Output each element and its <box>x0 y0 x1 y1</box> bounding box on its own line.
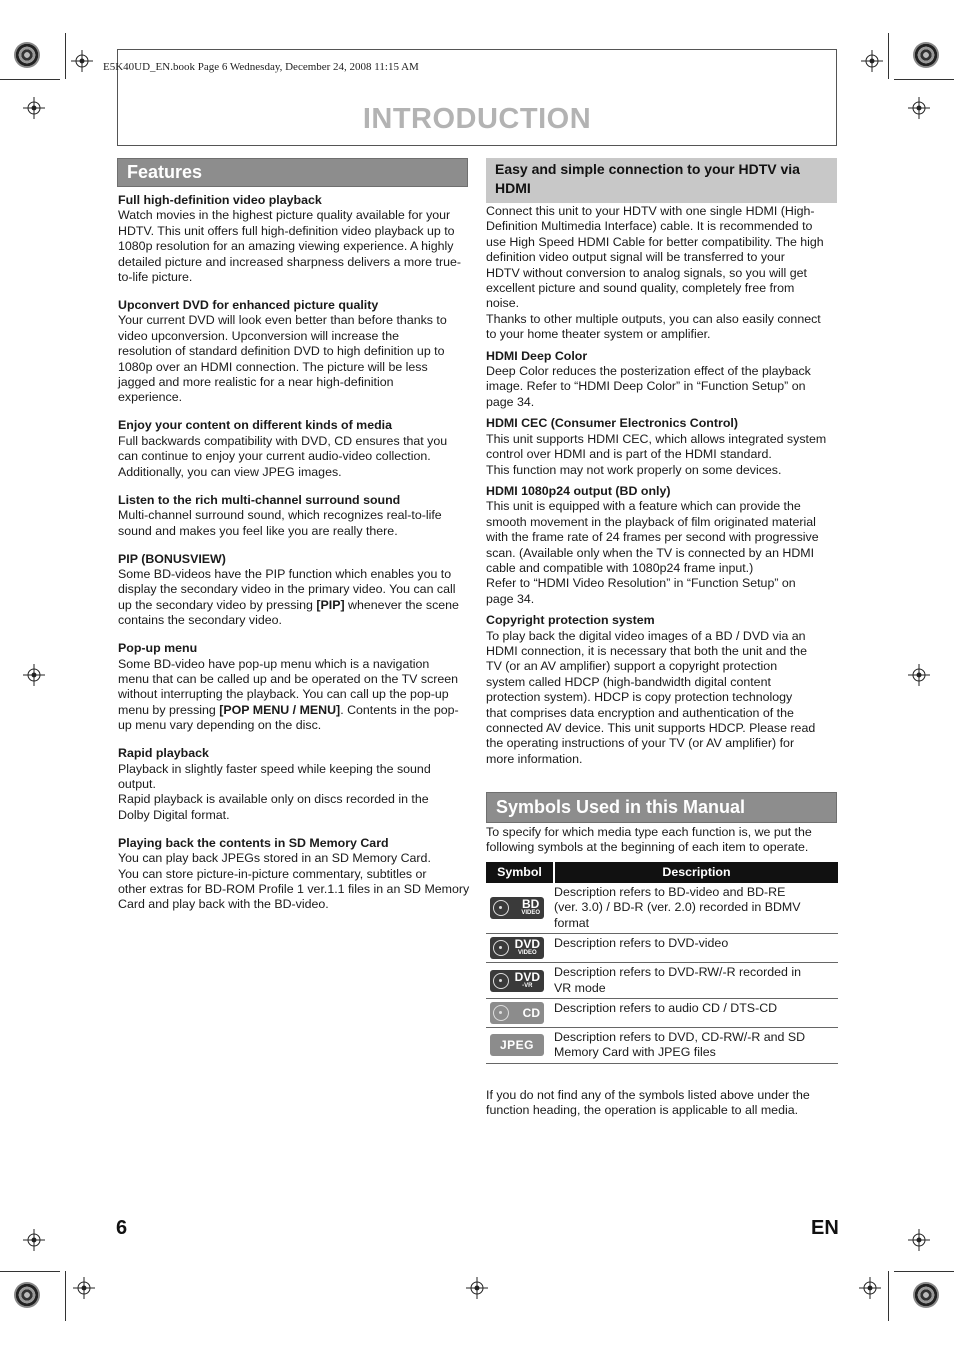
feature-text-line: scan. (Available only when the TV is connected by an HDMI <box>486 545 815 560</box>
button-reference: [PIP] <box>316 597 345 612</box>
table-row <box>486 934 838 963</box>
feature-text-span: menu by pressing <box>118 702 220 717</box>
feature-item <box>486 416 838 478</box>
badge-label: BD <box>521 897 540 912</box>
feature-item <box>486 349 838 411</box>
hdmi-intro-line: definition video output signal will be transferred to your <box>486 250 785 265</box>
description-cell <box>554 934 838 963</box>
table-row <box>486 963 838 999</box>
feature-text-line: HDTV. This unit offers full high-definition video playback up to <box>118 223 455 238</box>
feature-text-line: without interrupting the playback. You can call up the pop-up <box>118 687 449 702</box>
feature-text-line: Multi-channel surround sound, which recognizes real-to-life <box>118 508 442 523</box>
badge-sublabel: VIDEO <box>517 950 537 957</box>
description-cell <box>554 1028 838 1064</box>
crosshair-icon <box>73 1277 95 1299</box>
crosshair-icon <box>23 664 45 686</box>
feature-item <box>118 746 470 823</box>
feature-item <box>486 484 838 607</box>
feature-text-line: protection system). HDCP is copy protection technology <box>486 690 793 705</box>
feature-text-line: Some BD-video have pop-up menu which is a navigation <box>118 656 430 671</box>
table-row <box>486 999 838 1028</box>
disc-icon <box>493 940 509 956</box>
feature-text-line <box>118 598 470 613</box>
feature-text-line: with the frame rate of 24 frames per second with progressive <box>486 530 819 545</box>
registration-ball-icon <box>14 42 40 68</box>
description-column-header: Description <box>554 862 838 883</box>
hdmi-intro-line: Connect this unit to your HDTV with one single HDMI (High- <box>486 204 815 218</box>
features-heading <box>117 158 468 187</box>
disc-icon <box>493 973 509 989</box>
crosshair-icon <box>466 1277 488 1299</box>
feature-item <box>486 613 838 767</box>
chapter-title: INTRODUCTION <box>362 103 592 135</box>
description-cell <box>554 883 838 934</box>
feature-item <box>118 836 470 913</box>
feature-item <box>118 193 470 285</box>
feature-text-line: 1080p over an HDMI connection. The picture will be less <box>118 359 428 374</box>
jpeg-icon <box>490 1034 544 1056</box>
crosshair-icon <box>908 1229 930 1251</box>
feature-text-line: Watch movies in the highest picture quality available for your <box>118 208 451 223</box>
feature-text-line: This unit is equipped with a feature which can provide the <box>486 499 801 514</box>
badge-label: JPEG <box>499 1037 534 1052</box>
registration-ball-icon <box>913 1282 939 1308</box>
description-cell <box>554 963 838 999</box>
hdmi-features <box>486 349 838 768</box>
symbol-cell <box>486 883 554 934</box>
feature-text-line: connected AV device. This unit supports HDCP. Please read <box>486 721 816 735</box>
badge-sublabel: VIDEO <box>521 910 540 917</box>
feature-text-line: Rapid playback is available only on discs recorded in the <box>118 792 429 807</box>
feature-text-line: You can store picture-in-picture commentary, subtitles or <box>118 866 427 881</box>
badge-label: DVD <box>514 969 540 984</box>
feature-text-line: Card and play back with the BD-video. <box>118 897 329 912</box>
page-number: 6 <box>116 1217 128 1239</box>
feature-text-span: up the secondary video by pressing <box>118 597 317 612</box>
hdmi-intro-line: HDTV without conversion to analog signals, so you will get <box>486 265 807 280</box>
feature-text-line: To play back the digital video images of a BD / DVD via an <box>486 628 806 643</box>
description-line: format <box>554 915 590 930</box>
symbol-cell <box>486 934 554 963</box>
description-line: Memory Card with JPEG files <box>554 1045 716 1060</box>
feature-text-line: HDMI connection, it is necessary that both the unit and the <box>486 643 807 658</box>
feature-text-line: video upconversion. Upconversion will increase the <box>118 328 400 343</box>
hdmi-intro <box>486 204 838 343</box>
badge-text <box>521 899 540 917</box>
feature-item <box>118 552 470 629</box>
symbols-intro-line: To specify for which media type each function is, we put the <box>486 825 812 839</box>
bd-video-icon <box>490 897 544 919</box>
feature-text-line: control over HDMI and is part of the HDMI standard. <box>486 447 772 462</box>
description-line: Description refers to audio CD / DTS-CD <box>554 1001 778 1016</box>
symbols-table <box>486 862 838 1064</box>
symbols-footer-note <box>486 1088 838 1119</box>
feature-text-line: smooth movement in the playback of film originated material <box>486 514 816 529</box>
hdmi-content <box>486 204 838 773</box>
hdmi-intro-line: Thanks to other multiple outputs, you can also easily connect <box>486 311 821 326</box>
feature-heading: Pop-up menu <box>118 641 198 656</box>
feature-text-line: experience. <box>118 390 183 405</box>
feature-text-line: page 34. <box>486 394 535 409</box>
feature-text-line: Full backwards compatibility with DVD, CD ensures that you <box>118 433 448 448</box>
feature-text-line: sound and makes you feel like you are really there. <box>118 523 398 538</box>
feature-text-line: to-life picture. <box>118 270 193 285</box>
feature-text-line: resolution of standard definition DVD to high definition up to <box>118 344 445 359</box>
feature-text-line: This unit supports HDMI CEC, which allows integrated system <box>486 431 827 446</box>
description-line: Description refers to DVD-RW/-R recorded in <box>554 965 801 980</box>
feature-text-line: jagged and more realistic for a near high-definition <box>118 375 394 390</box>
book-info-line: E5K40UD_EN.book Page 6 Wednesday, December 24, 2008 11:15 AM <box>103 61 419 73</box>
dvd-video-icon <box>490 937 544 959</box>
feature-item <box>118 418 470 480</box>
disc-icon <box>493 900 509 916</box>
feature-text-line <box>118 703 470 718</box>
feature-text-line: system called HDCP (high-bandwidth digital content <box>486 674 771 689</box>
feature-text-line: Deep Color reduces the posterization effect of the playback <box>486 364 811 379</box>
feature-heading: Full high-definition video playback <box>118 193 322 207</box>
table-row <box>486 1028 838 1064</box>
feature-text-line: other extras for BD-ROM Profile 1 ver.1.1 files in an SD Memory <box>118 882 470 896</box>
feature-text-line: detailed picture and increased sharpness delivers a more true- <box>118 254 461 269</box>
feature-text-span: whenever the scene <box>344 597 459 612</box>
feature-text-line: This function may not work properly on some devices. <box>486 462 782 477</box>
crosshair-icon <box>861 50 883 72</box>
feature-text-line: image. Refer to “HDMI Deep Color” in “Function Setup” on <box>486 379 806 394</box>
symbols-table-header <box>486 862 838 883</box>
hdmi-heading <box>486 158 837 203</box>
hdmi-title-line: Easy and simple connection to your HDTV via <box>495 161 800 177</box>
feature-text-line: output. <box>118 776 156 791</box>
crosshair-icon <box>908 664 930 686</box>
symbols-intro-line: following symbols at the beginning of each item to operate. <box>486 840 809 855</box>
feature-text-line: page 34. <box>486 591 535 606</box>
features-list <box>118 193 470 925</box>
hdmi-intro-line: Definition Multimedia Interface) cable. It is recommended to <box>486 219 813 234</box>
description-line: VR mode <box>554 980 606 995</box>
badge-label: CD <box>522 1005 540 1020</box>
symbol-cell <box>486 963 554 999</box>
symbols-heading <box>486 792 837 823</box>
feature-text-line: Refer to “HDMI Video Resolution” in “Function Setup” on <box>486 576 796 591</box>
feature-heading: Upconvert DVD for enhanced picture quality <box>118 298 379 313</box>
crosshair-icon <box>23 1229 45 1251</box>
feature-heading: HDMI CEC (Consumer Electronics Control) <box>486 416 738 431</box>
disc-icon <box>493 1005 509 1021</box>
hdmi-intro-line: excellent picture and sound quality, completely free from <box>486 281 795 296</box>
feature-text-line: contains the secondary video. <box>118 613 282 628</box>
features-title: Features <box>127 162 203 182</box>
feature-text-line: Some BD-videos have the PIP function which enables you to <box>118 566 452 581</box>
cd-icon <box>490 1002 544 1024</box>
description-line: Description refers to DVD-video <box>554 936 729 951</box>
feature-text-line: cable and compatible with 1080p24 frame input.) <box>486 560 754 575</box>
badge-label: DVD <box>514 937 540 952</box>
badge-text <box>515 939 540 957</box>
feature-heading: Rapid playback <box>118 746 209 761</box>
feature-heading: HDMI Deep Color <box>486 348 588 363</box>
crosshair-icon <box>71 50 93 72</box>
feature-heading: Copyright protection system <box>486 613 655 628</box>
feature-text-line: display the secondary video in the primary video. You can call <box>118 582 456 597</box>
feature-text-line: Additionally, you can view JPEG images. <box>118 464 342 479</box>
feature-heading: Listen to the rich multi-channel surround sound <box>118 492 401 507</box>
feature-item <box>118 493 470 539</box>
feature-text-span: . Contents in the pop- <box>340 702 459 717</box>
feature-text-line: Your current DVD will look even better than before thanks to <box>118 313 447 328</box>
hdmi-intro-line: use High Speed HDMI Cable for better compatibility. The high <box>486 234 824 249</box>
symbols-footer-line: If you do not find any of the symbols listed above under the <box>486 1088 810 1102</box>
symbol-cell <box>486 1028 554 1064</box>
symbol-cell <box>486 999 554 1028</box>
description-line: Description refers to DVD, CD-RW/-R and SD <box>554 1030 806 1045</box>
feature-heading: PIP (BONUSVIEW) <box>118 551 226 566</box>
feature-text-line: up menu vary depending on the disc. <box>118 718 322 733</box>
feature-text-line: Dolby Digital format. <box>118 807 230 822</box>
symbols-footer-line: function heading, the operation is applicable to all media. <box>486 1103 799 1118</box>
feature-text-line: the operating instructions of your TV (or AV amplifier) for <box>486 736 795 751</box>
description-line: Description refers to BD-video and BD-RE <box>554 885 786 899</box>
button-reference: [POP MENU / MENU] <box>219 702 341 717</box>
dvd-vr-icon <box>490 970 544 992</box>
feature-text-line: can continue to enjoy your current audio-video collection. <box>118 449 431 464</box>
feature-heading: Enjoy your content on different kinds of media <box>118 418 392 433</box>
feature-text-line: You can play back JPEGs stored in an SD Memory Card. <box>118 851 431 866</box>
description-line: (ver. 3.0) / BD-R (ver. 2.0) recorded in BDMV <box>554 900 801 915</box>
table-row <box>486 883 838 934</box>
symbols-title: Symbols Used in this Manual <box>496 797 746 817</box>
badge-text <box>522 1005 540 1020</box>
feature-text-line: menu that can be called up and be operated on the TV screen <box>118 671 459 686</box>
hdmi-intro-line: noise. <box>486 296 520 311</box>
feature-item <box>118 641 470 733</box>
description-cell <box>554 999 838 1028</box>
badge-text <box>499 1037 534 1052</box>
hdmi-intro-line: to your home theater system or amplifier. <box>486 327 711 342</box>
feature-heading: HDMI 1080p24 output (BD only) <box>486 483 671 498</box>
feature-text-line: 1080p resolution for an amazing viewing experience. A highly <box>118 239 454 254</box>
badge-text <box>514 969 540 990</box>
symbol-column-header: Symbol <box>486 862 554 883</box>
feature-heading: Playing back the contents in SD Memory Card <box>118 835 389 850</box>
badge-sublabel: -VR <box>522 982 533 989</box>
feature-text-line: Playback in slightly faster speed while keeping the sound <box>118 761 431 776</box>
feature-text-line: more information. <box>486 751 583 766</box>
symbols-intro <box>486 825 838 856</box>
registration-ball-icon <box>14 1282 40 1308</box>
crosshair-icon <box>859 1277 881 1299</box>
hdmi-title-line: HDMI <box>495 180 531 196</box>
feature-text-line: TV (or an AV amplifier) support a copyright protection <box>486 659 778 674</box>
language-code: EN <box>811 1217 839 1239</box>
registration-ball-icon <box>913 42 939 68</box>
feature-item <box>118 298 470 406</box>
feature-text-line: that comprises data encryption and authentication of the <box>486 705 794 720</box>
